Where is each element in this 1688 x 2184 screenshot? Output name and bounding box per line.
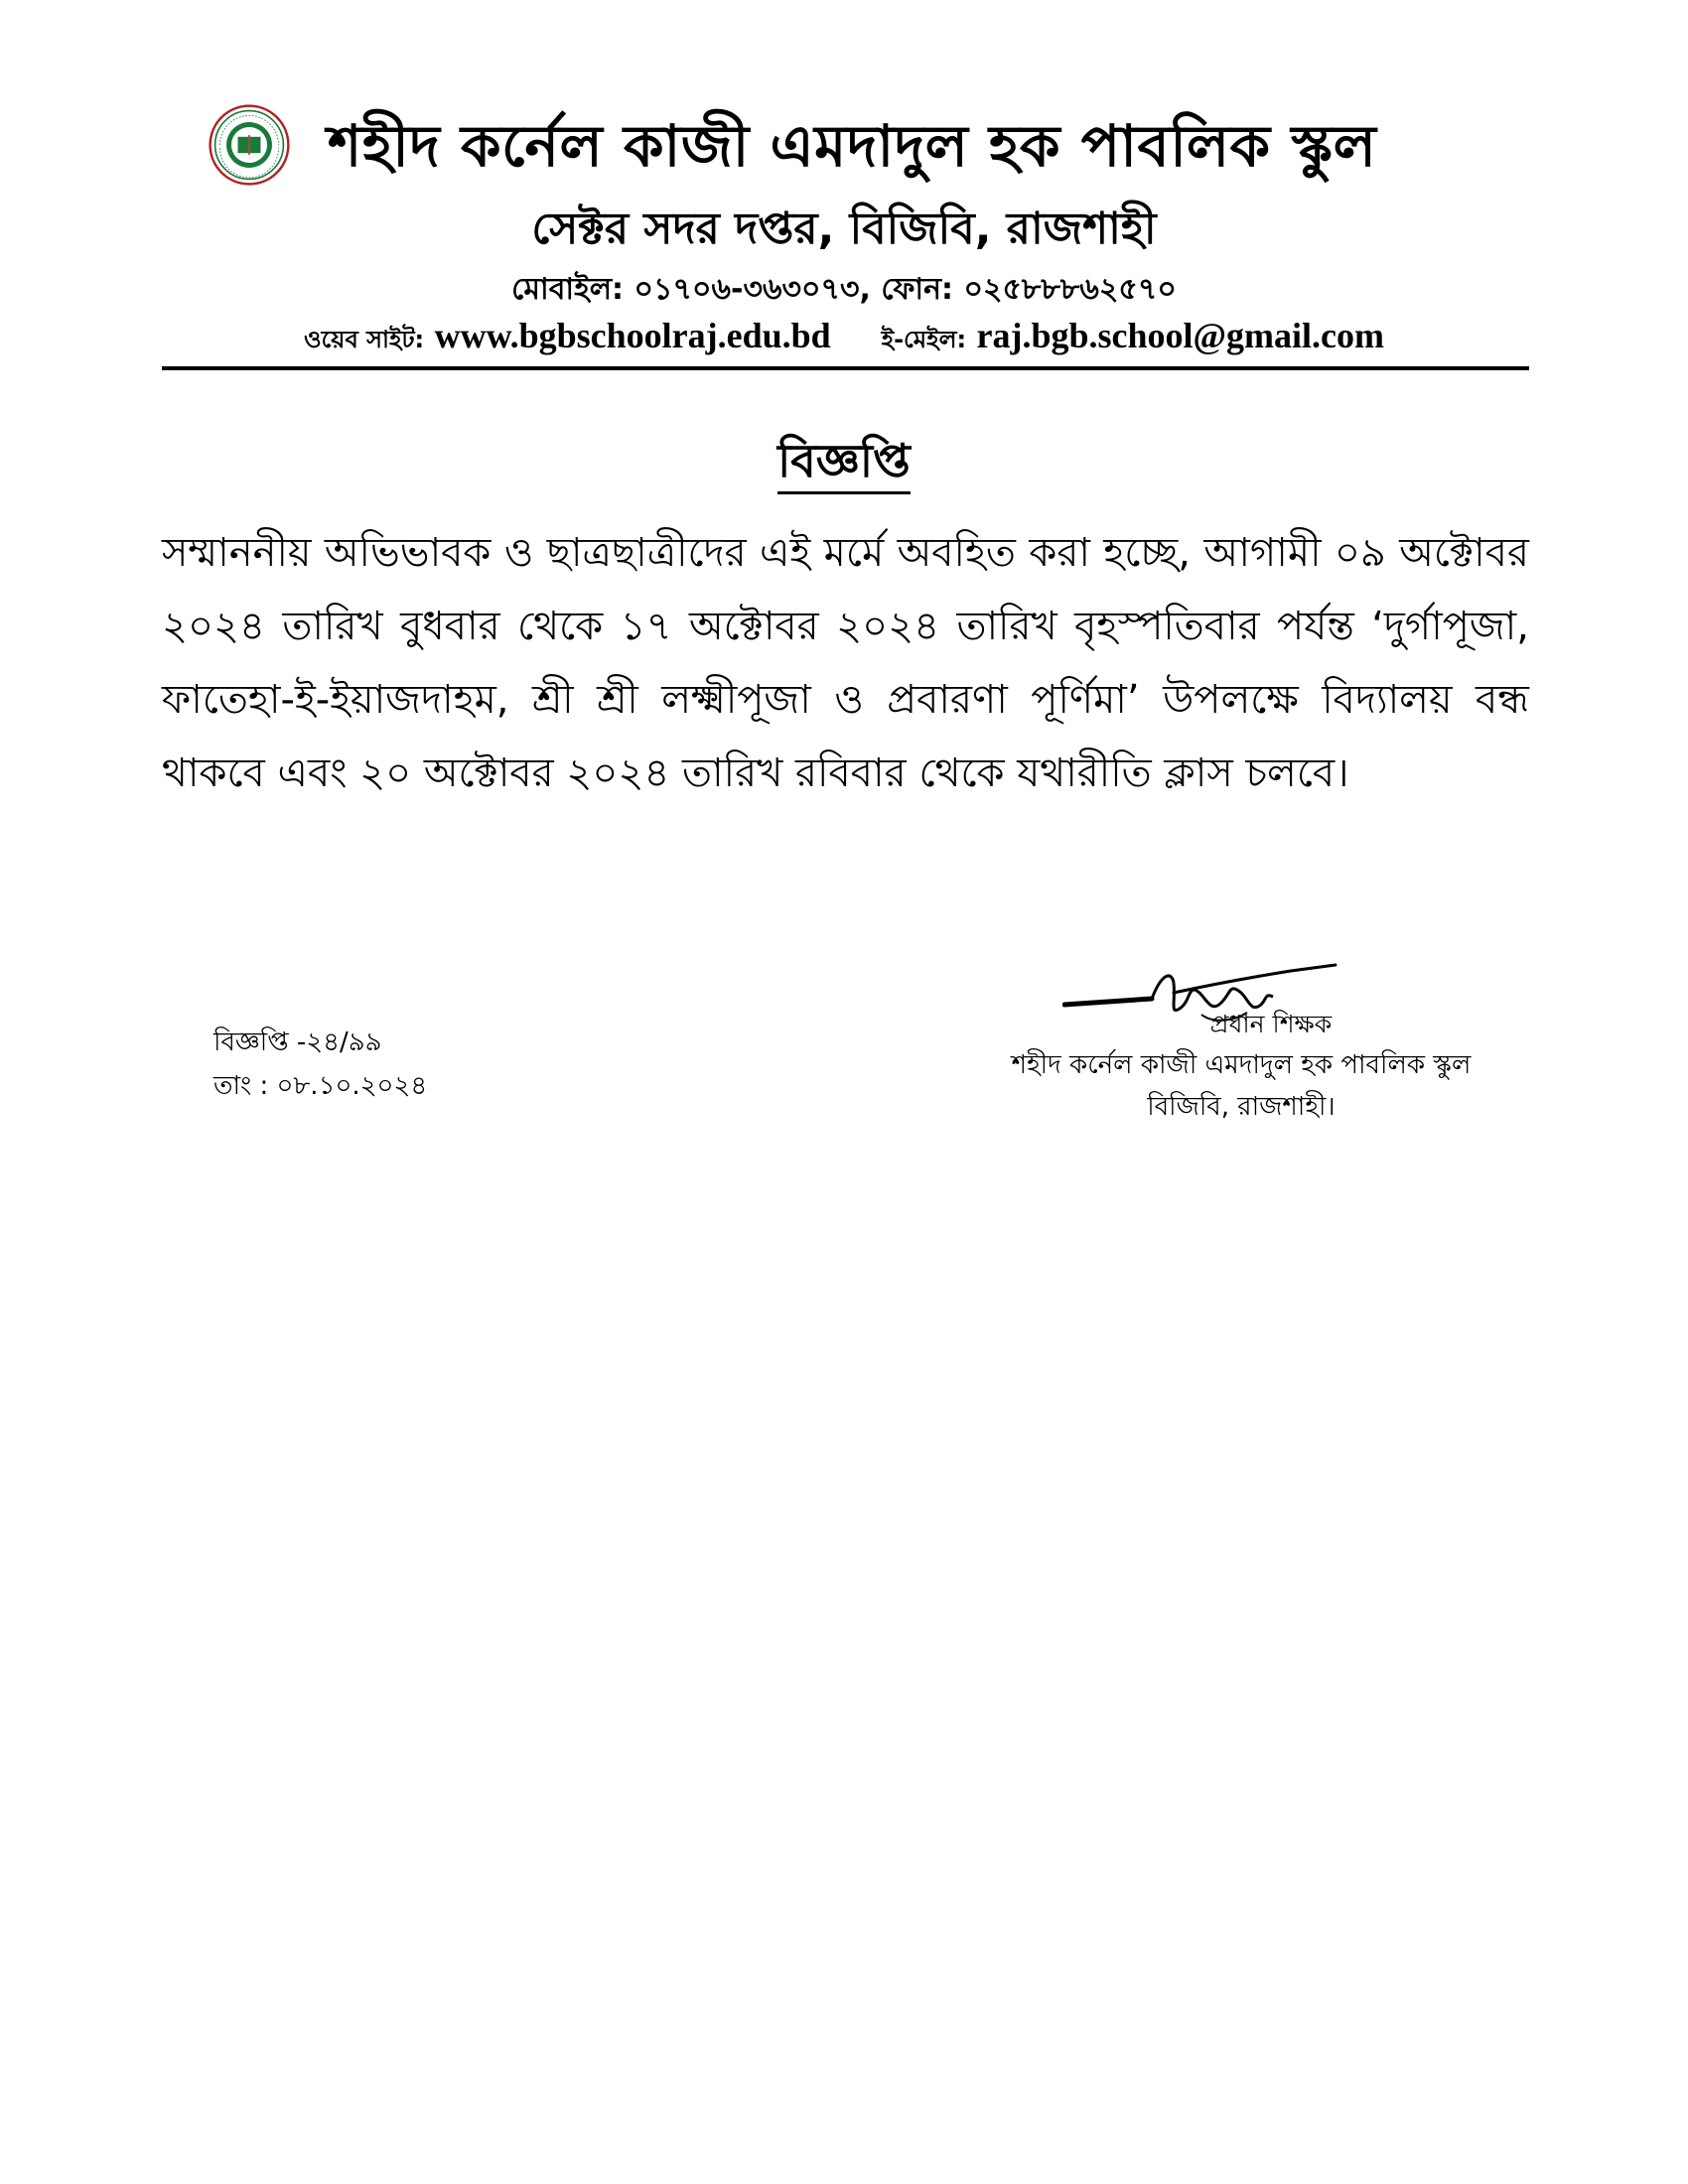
notice-body: সম্মাননীয় অভিভাবক ও ছাত্রছাত্রীদের এই মর্মে অবহিত করা হচ্ছে, আগামী ০৯ অক্টোবর ২০২৪ তারিখ বুধবার থেকে ১৭ অক্টোবর ২০২৪ তারিখ বৃহস্পতিবার পর্যন্ত ‘দুর্গাপূজা, ফাতেহা-ই-ইয়াজদাহম, শ্রী শ্রী লক্ষ্মীপূজা ও প্রবারণা পূর্ণিমা’ উপলক্ষে বিদ্যালয় বন্ধ থাকবে এবং ২০ অক্টোবর ২০২৪ তারিখ রবিবার থেকে যথারীতি ক্লাস চলবে। bbox=[162, 530, 1529, 796]
header-divider bbox=[162, 366, 1529, 370]
school-logo-icon bbox=[209, 104, 290, 186]
website-link[interactable]: www.bgbschoolraj.edu.bd bbox=[434, 316, 831, 355]
reference-date: তাং : ০৮.১০.২০২৪ bbox=[213, 1071, 428, 1101]
school-name: শহীদ কর্নেল কাজী এমদাদুল হক পাবলিক স্কুল bbox=[328, 112, 1377, 180]
signature-block bbox=[894, 953, 1589, 1132]
notice-title bbox=[0, 427, 1688, 502]
notice-title-text: বিজ্ঞপ্তি bbox=[777, 434, 911, 494]
signatory-place: বিজিবি, রাজশাহী। bbox=[1147, 1092, 1336, 1122]
signatory-title: প্রধান শিক্ষক bbox=[1209, 1010, 1333, 1038]
signatory-school: শহীদ কর্নেল কাজী এমদাদুল হক পাবলিক স্কুল bbox=[1011, 1050, 1472, 1080]
email-label: ই-মেইল: bbox=[881, 326, 967, 353]
email-link[interactable]: raj.bgb.school@gmail.com bbox=[976, 316, 1384, 355]
contact-numbers: মোবাইল: ০১৭০৬-৩৬৩০৭৩, ফোন: ০২৫৮৮৮৬২৫৭০ bbox=[511, 272, 1177, 307]
reference-block bbox=[213, 1021, 427, 1108]
web-email-line bbox=[159, 315, 1529, 361]
school-address: সেক্টর সদর দপ্তর, বিজিবি, রাজশাহী bbox=[531, 204, 1157, 254]
website-label: ওয়েব সাইট: bbox=[304, 326, 425, 353]
letterhead bbox=[159, 94, 1529, 372]
reference-number: বিজ্ঞপ্তি -২৪/৯৯ bbox=[213, 1027, 382, 1057]
